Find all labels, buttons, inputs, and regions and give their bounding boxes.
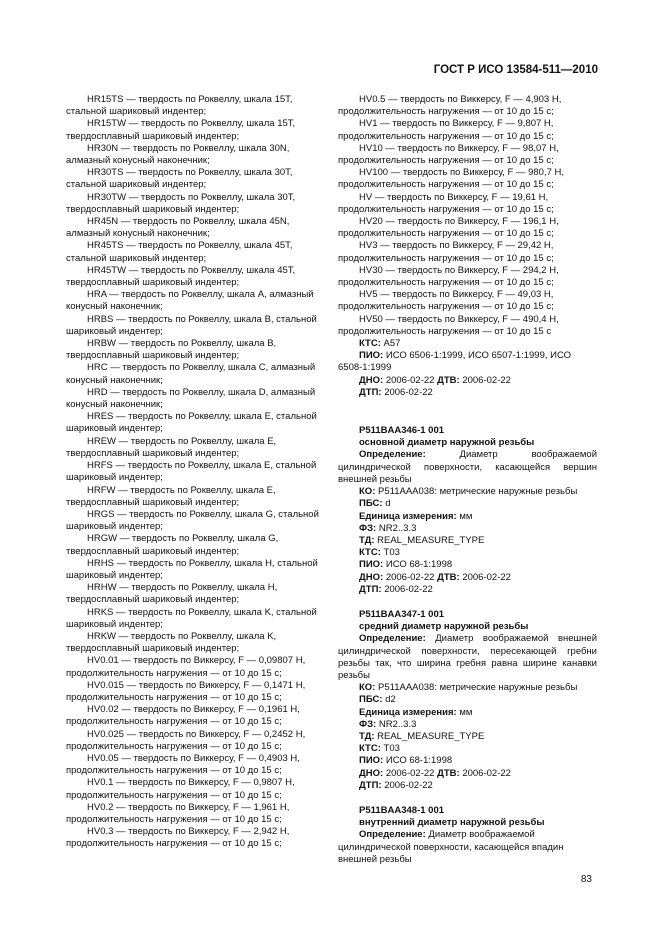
fz-value: NR2..3.3: [378, 522, 417, 534]
td-line: [338, 731, 597, 743]
pio-value: ИСО 68-1:1998: [385, 755, 453, 767]
dtv-label: ДТВ:: [437, 374, 460, 386]
entry-code: P511BAA348-1 001: [359, 804, 445, 816]
pio-label: ПИО:: [359, 755, 384, 767]
definition-label: Определение:: [359, 633, 426, 645]
dno-value: 2006-02-22: [385, 571, 435, 583]
ko-value: P511AAA038: метрические наружные резьбы: [378, 486, 578, 498]
hardness-item: HRFW — твердость по Роквеллу, шкала E, твердосплавный шариковый индентер;: [66, 484, 276, 508]
hardness-item: HV0.3 — твердость по Виккерсу, F — 2,942 Н, продолжительность нагружения — от 10 до 15 с;: [66, 826, 290, 850]
td-line: [338, 535, 597, 547]
unit-label: Единица измерения:: [359, 510, 457, 522]
left-column: [66, 94, 322, 851]
pbs-line: [338, 498, 597, 510]
entry-title: внутренний диаметр наружной резьбы: [359, 817, 545, 829]
entry-title: основной диаметр наружной резьбы: [359, 437, 535, 449]
dtv-value: 2006-02-22: [462, 374, 511, 386]
hardness-item: HR30TS — твердость по Роквеллу, шкала 30T, стальной шариковый индентер;: [66, 167, 293, 191]
hardness-item: HV0.1 — твердость по Виккерсу, F — 0,9807 Н, продолжительность нагружения — от 10 до 15 с;: [66, 777, 295, 801]
hardness-item: HRBS — твердость по Роквеллу, шкала B, стальной шариковый индентер;: [66, 313, 317, 337]
dtp-label: ДТП:: [359, 779, 382, 791]
page-number: 83: [580, 874, 592, 885]
hardness-item: HRGW — твердость по Роквеллу, шкала G, твердосплавный шариковый индентер;: [66, 533, 279, 557]
definition-text: Диаметр воображаемой внешней цилиндрической поверхности, пересекающей гребни резьбы так, что ширина гребня равна ширине канавки резьбы: [338, 633, 597, 681]
pio-label: ПИО:: [359, 559, 384, 571]
unit-value: мм: [459, 510, 473, 522]
fz-line: [338, 523, 597, 535]
pbs-value: d: [385, 498, 391, 510]
dtp-line: [338, 387, 597, 399]
dno-label: ДНО:: [359, 571, 384, 583]
dtp-line: [338, 584, 597, 596]
definition: [338, 633, 597, 682]
ko-line: [338, 682, 597, 694]
kts-line: [338, 338, 597, 350]
hardness-item: HR45TW — твердость по Роквеллу, шкала 45T, твердосплавный шариковый индентер;: [66, 264, 296, 289]
hardness-item: HRD — твердость по Роквеллу, шкала D, алмазный конусный наконечник;: [66, 386, 316, 411]
dtv-label: ДТВ:: [437, 571, 460, 583]
dtp-value: 2006-02-22: [384, 779, 433, 791]
hardness-item: HR15TW — твердость по Роквеллу, шкала 15T, твердосплавный шариковый индентер;: [66, 118, 296, 142]
td-label: ТД:: [359, 534, 375, 546]
hardness-item: HRES — твердость по Роквеллу, шкала E, стальной шариковый индентер;: [66, 411, 317, 435]
definition-label: Определение:: [359, 829, 426, 841]
pbs-label: ПБС:: [359, 498, 383, 510]
definition-text: Диаметр воображаемой цилиндрической поверхности, касающейся вершин внешней резьбы: [338, 449, 597, 485]
dtp-label: ДТП:: [359, 386, 382, 398]
fz-label: ФЗ:: [359, 718, 377, 730]
unit-line: [338, 707, 597, 719]
hardness-item: HV0.05 — твердость по Виккерсу, F — 0,4903 Н, продолжительность нагружения — от 10 до 15 с;: [66, 752, 300, 777]
document-header: ГОСТ Р ИСО 13584-511—2010: [433, 64, 598, 76]
dno-value: 2006-02-22: [385, 767, 435, 779]
pio-line: [338, 350, 597, 374]
pio-value: ИСО 6506-1:1999, ИСО 6507-1:1999, ИСО 6508-1:1999: [338, 350, 572, 374]
hardness-item: HV — твердость по Виккерсу, F — 19,61 Н, продолжительность нагружения — от 10 до 15 с;: [338, 191, 554, 215]
dtv-value: 2006-02-22: [462, 767, 511, 779]
hardness-item: HRGS — твердость по Роквеллу, шкала G, стальной шариковый индентер;: [66, 508, 319, 533]
hardness-item: HV100 — твердость по Виккерсу, F — 980,7 Н, продолжительность нагружения — от 10 до 15 с;: [338, 167, 565, 191]
fz-value: NR2..3.3: [378, 718, 417, 730]
ko-label: КО:: [359, 682, 376, 694]
pio-line: [338, 755, 597, 767]
kts-line: [338, 547, 597, 559]
td-value: REAL_MEASURE_TYPE: [377, 730, 485, 742]
hardness-item: HRFS — твердость по Роквеллу, шкала E, стальной шариковый индентер;: [66, 460, 317, 484]
definition-text: Диаметр воображаемой цилиндрической поверхности, касающейся впадин внешней резьбы: [338, 829, 564, 865]
dtv-label: ДТВ:: [437, 767, 460, 779]
kts-label: КТС:: [359, 743, 381, 755]
hardness-item: HRBW — твердость по Роквеллу, шкала B, твердосплавный шариковый индентер;: [66, 338, 277, 362]
dno-dtv-line: [338, 768, 597, 780]
kts-value: T03: [383, 547, 400, 559]
td-label: ТД:: [359, 730, 375, 742]
right-items-list: [338, 94, 597, 338]
definition-label: Определение:: [359, 449, 426, 461]
hardness-item: HRA — твердость по Роквеллу, шкала A, алмазный конусный наконечник;: [66, 289, 314, 313]
hardness-item: HREW — твердость по Роквеллу, шкала E, твердосплавный шариковый индентер;: [66, 435, 277, 459]
ko-line: [338, 486, 597, 498]
hardness-item: HV0.02 — твердость по Виккерсу, F — 0,1961 Н, продолжительность нагружения — от 10 до 15 с;: [66, 704, 300, 728]
entry-code: P511BAA347-1 001: [359, 608, 445, 620]
hardness-item: HV0.025 — твердость по Виккерсу, F — 0,2452 Н, продолжительность нагружения — от 10 до 15 с;: [66, 728, 306, 752]
dno-dtv-line: [338, 375, 597, 387]
fz-line: [338, 719, 597, 731]
kts-value: A57: [383, 338, 401, 350]
definition: [338, 449, 597, 486]
hardness-item: HV3 — твердость по Виккерсу, F — 29,42 Н, продолжительность нагружения — от 10 до 15 с;: [338, 240, 554, 264]
pbs-label: ПБС:: [359, 694, 383, 706]
hardness-item: HV50 — твердость по Виккерсу, F — 490,4 Н, продолжительность нагружения — от 10 до 15 с: [338, 313, 559, 337]
ko-label: КО:: [359, 486, 376, 498]
kts-label: КТС:: [359, 547, 381, 559]
hardness-item: HV10 — твердость по Виккерсу, F — 98,07 Н, продолжительность нагружения — от 10 до 15 с;: [338, 142, 559, 167]
hardness-item: HR45N — твердость по Роквеллу, шкала 45N, алмазный конусный наконечник;: [66, 216, 290, 240]
dtp-value: 2006-02-22: [384, 386, 433, 398]
fz-label: ФЗ:: [359, 522, 377, 534]
unit-line: [338, 511, 597, 523]
dno-value: 2006-02-22: [385, 374, 435, 386]
kts-value: T03: [383, 743, 400, 755]
hardness-item: HRHW — твердость по Роквеллу, шкала H, твердосплавный шариковый индентер;: [66, 582, 278, 606]
pio-line: [338, 559, 597, 571]
entry-title: средний диаметр наружной резьбы: [359, 621, 529, 633]
pbs-value: d2: [385, 694, 396, 706]
entry-code: P511BAA346-1 001: [359, 425, 445, 437]
hardness-item: HRKW — твердость по Роквеллу, шкала K, твердосплавный шариковый индентер;: [66, 630, 277, 655]
kts-label: КТС:: [359, 338, 381, 350]
kts-line: [338, 743, 597, 755]
entry-347: [338, 609, 597, 792]
hardness-item: HRKS — твердость по Роквеллу, шкала K, стальной шариковый индентер;: [66, 606, 317, 630]
dtp-value: 2006-02-22: [384, 583, 433, 595]
dtp-line: [338, 780, 597, 792]
dtp-label: ДТП:: [359, 583, 382, 595]
hardness-item: HV5 — твердость по Виккерсу, F — 49,03 Н, продолжительность нагружения — от 10 до 15 с;: [338, 289, 554, 313]
ko-value: P511AAA038: метрические наружные резьбы: [378, 682, 578, 694]
td-value: REAL_MEASURE_TYPE: [377, 534, 485, 546]
hardness-item: HRC — твердость по Роквеллу, шкала C, алмазный конусный наконечник;: [66, 362, 316, 386]
hardness-item: HR30TW — твердость по Роквеллу, шкала 30T, твердосплавный шариковый индентер;: [66, 191, 296, 215]
dno-label: ДНО:: [359, 767, 384, 779]
unit-label: Единица измерения:: [359, 706, 457, 718]
dtv-value: 2006-02-22: [462, 571, 511, 583]
dno-dtv-line: [338, 572, 597, 584]
hardness-item: HV0.015 — твердость по Виккерсу, F — 0,1471 Н, продолжительность нагружения — от 10 до 15 с;: [66, 679, 306, 703]
pbs-line: [338, 694, 597, 706]
pio-value: ИСО 68-1:1998: [385, 559, 453, 571]
entry-348: [338, 805, 597, 866]
hardness-item: HV30 — твердость по Виккерсу, F — 294,2 Н, продолжительность нагружения — от 10 до 15 с;: [338, 264, 559, 289]
first-entry-meta: [338, 338, 597, 399]
hardness-item: HV0.01 — твердость по Виккерсу, F — 0,09807 Н, продолжительность нагружения — от 10 до 15 с;: [66, 655, 306, 679]
entry-346: [338, 425, 597, 596]
hardness-item: HV20 — твердость по Виккерсу, F — 196,1 Н, продолжительность нагружения — от 10 до 15 с;: [338, 216, 559, 240]
dno-label: ДНО:: [359, 374, 384, 386]
definition: [338, 829, 597, 866]
right-column: [338, 94, 597, 866]
hardness-item: HRHS — твердость по Роквеллу, шкала H, стальной шариковый индентер;: [66, 557, 318, 581]
pio-label: ПИО:: [359, 350, 384, 362]
hardness-item: HV1 — твердость по Виккерсу, F — 9,807 Н, продолжительность нагружения — от 10 до 15 с;: [338, 118, 554, 142]
hardness-item: HV0.2 — твердость по Виккерсу, F — 1,961 Н, продолжительность нагружения — от 10 до 15 с;: [66, 801, 290, 825]
hardness-item: HR45TS — твердость по Роквеллу, шкала 45T, стальной шариковый индентер;: [66, 240, 293, 264]
hardness-item: HV0.5 — твердость по Виккерсу, F — 4,903 Н, продолжительность нагружения — от 10 до 15 с;: [338, 94, 562, 118]
unit-value: мм: [459, 706, 473, 718]
hardness-item: HR30N — твердость по Роквеллу, шкала 30N, алмазный конусный наконечник;: [66, 142, 290, 167]
hardness-item: HR15TS — твердость по Роквеллу, шкала 15T, стальной шариковый индентер;: [66, 94, 293, 118]
